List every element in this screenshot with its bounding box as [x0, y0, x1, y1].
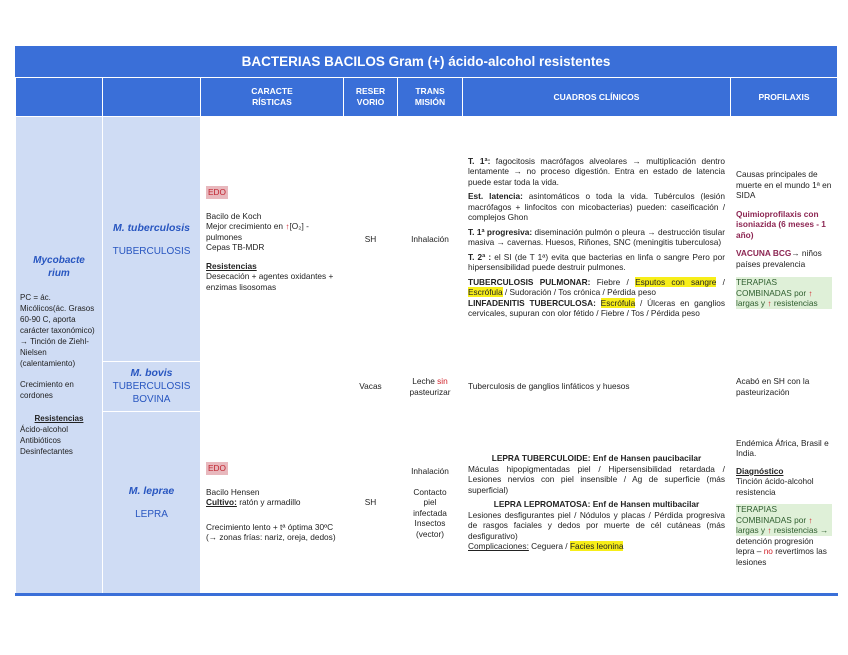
clinico-leprae — [463, 412, 731, 595]
species-bovis — [103, 362, 201, 412]
profilaxis-title: Diagnóstico — [736, 465, 784, 476]
transmision-tuberculosis: Inhalación — [398, 117, 463, 362]
genus-description: PC = ác. Micólicos(ác. Grasos 60-90 C, aporta carácter taxonómico) → Tinción de Ziehl-Nielsen (calentamiento) — [20, 292, 95, 368]
transmision-leprae — [398, 412, 463, 595]
transmision-item: Inhalación — [411, 466, 449, 476]
resist-title: Resistencias — [206, 260, 257, 271]
clinico-tuberculosis — [463, 117, 731, 362]
clinico-title: LEPRA TUBERCULOIDE: Enf de Hansen paucibacilar — [491, 453, 702, 464]
reservorio-bovis: Vacas — [344, 362, 398, 412]
species-leprae — [103, 412, 201, 595]
profilaxis-terapias: TERAPIAS COMBINADAS por ↑ largas y ↑ resistencias — [736, 277, 832, 309]
caract-bovis — [201, 362, 344, 412]
caract-text: Crecimiento lento + tª óptima 30ºC (→ zonas frías: nariz, oreja, dedos) — [206, 521, 336, 543]
caract-text: Cepas TB-MDR — [206, 242, 265, 252]
header-caracteristicas: CARACTE RÍSTICAS — [201, 78, 344, 117]
caract-text: Bacilo de Koch — [206, 210, 262, 221]
edo-badge: EDO — [208, 187, 226, 197]
header-species — [103, 78, 201, 117]
clinico-title: LEPRA LEPROMATOSA: Enf de Hansen multibacilar — [493, 499, 700, 510]
clinico-bovis: Tuberculosis de ganglios linfáticos y huesos — [463, 362, 731, 412]
disease-name: LEPRA — [135, 509, 168, 520]
resist-text: Desecación + agentes oxidantes + enzimas lisosomas — [206, 271, 334, 292]
profilaxis-bovis: Acabó en SH con la pasteurización — [731, 362, 838, 412]
clinico-paragraph: T. 1ª progresiva: diseminación pulmón o pleura → destrucción tisular masiva → cavernas. Huesos, Riñones, SNC (meningitis tuberculosa) — [468, 226, 725, 247]
header-reservorio: RESER VORIO — [344, 78, 398, 117]
profilaxis-terapias: TERAPIAS COMBINADAS por ↑ largas y ↑ resistencias → — [736, 504, 832, 536]
row-leprae — [16, 412, 838, 595]
row-bovis — [16, 362, 838, 412]
header-cuadros: CUADROS CLÍNICOS — [463, 78, 731, 117]
species-tuberculosis — [103, 117, 201, 362]
table-title: BACTERIAS BACILOS Gram (+) ácido-alcohol resistentes — [15, 46, 837, 77]
disease-name: TUBERCULOSIS BOVINA — [112, 381, 191, 405]
profilaxis-text: Causas principales de muerte en el mundo 1ª en SIDA — [736, 169, 832, 201]
profilaxis-tuberculosis — [731, 117, 838, 362]
row-tuberculosis — [16, 117, 838, 362]
edo-badge: EDO — [208, 463, 226, 474]
transmision-bovis: Leche sin pasteurizar — [398, 362, 463, 412]
header-transmision: TRANS MISIÓN — [398, 78, 463, 117]
clinico-paragraph: T. 1ª: fagocitosis macrófagos alveolares → multiplicación dentro lentamente → no proceso digestión. Entra en estado de latencia puede estar toda la vida. — [468, 155, 725, 187]
species-name: M. tuberculosis — [112, 221, 190, 234]
header-row — [16, 78, 838, 117]
reservorio-tuberculosis: SH — [344, 117, 398, 362]
genus-cell — [16, 117, 103, 595]
caract-leprae — [201, 412, 344, 595]
profilaxis-text: Quimioprofilaxis con isoniazida (6 meses - 1 año) — [736, 208, 826, 240]
profilaxis-text: Tinción ácido-alcohol resistencia — [736, 476, 814, 497]
caract-tuberculosis — [201, 117, 344, 362]
clinico-paragraph: Complicaciones: Ceguera / Facies leonina — [468, 541, 624, 552]
clinico-paragraph: Est. latencia: asintomáticos o toda la vida. Tubérculos (lesión macrófagos + linfocitos con micobacterias) pueden: caseificación / complejos Ghon — [468, 191, 726, 222]
header-genus — [16, 78, 103, 117]
table-container — [15, 46, 837, 596]
clinico-paragraph: Lesiones desfigurantes piel / Nódulos y placas / Pérdida progresiva de rasgos faciales y dedos por muerte de cél cutáneas (más desfigurativo) — [468, 509, 725, 541]
header-profilaxis: PROFILAXIS — [731, 78, 838, 117]
genus-resist-items: Ácido-alcohol Antibióticos Desinfectantes — [20, 424, 73, 456]
profilaxis-text: Endémica África, Brasil e India. — [736, 437, 829, 459]
clinico-paragraph: TUBERCULOSIS PULMONAR: Fiebre / Esputos con sangre / Escrófula / Sudoración / Tos crónica / Pérdida peso — [468, 276, 725, 297]
reservorio-leprae: SH — [344, 412, 398, 595]
profilaxis-text: detención progresión lepra – no revertimos las lesiones — [736, 535, 827, 567]
transmision-item: Contacto piel infectada — [413, 486, 447, 518]
genus-name: Mycobacte rium — [33, 254, 85, 279]
clinico-paragraph: Máculas hipopigmentadas piel / Hipersensibilidad retardada / Lesiones nervios con piel insensible / Ag de superficie (más superficial) — [468, 463, 725, 495]
caract-text: Bacilo Hensen — [206, 486, 260, 497]
species-name: M. leprae — [128, 485, 175, 497]
profilaxis-text: VACUNA BCG→ niños países prevalencia — [736, 248, 822, 269]
caract-text: Mejor crecimiento en ↑[O₂] - pulmones — [206, 221, 309, 242]
profilaxis-leprae — [731, 412, 838, 595]
genus-resist-title: Resistencias — [34, 413, 84, 423]
disease-name: TUBERCULOSIS — [112, 245, 191, 257]
genus-cordones: Crecimiento en cordones — [20, 379, 74, 400]
caract-text: Cultivo: ratón y armadillo — [206, 497, 301, 508]
transmision-item: Insectos (vector) — [414, 518, 446, 539]
clinico-paragraph: LINFADENITIS TUBERCULOSA: Escrófula / Úlceras en ganglios cervicales, supuran con olor fétido / Fiebre / Tos / Pérdida peso — [468, 297, 725, 318]
clinico-paragraph: T. 2ª : el SI (de T 1ª) evita que bacterias en linfa o sangre Pero por hipersensibilidad puede destruir pulmones. — [468, 251, 725, 272]
bacteria-table — [15, 77, 838, 596]
species-name: M. bovis — [130, 367, 173, 379]
